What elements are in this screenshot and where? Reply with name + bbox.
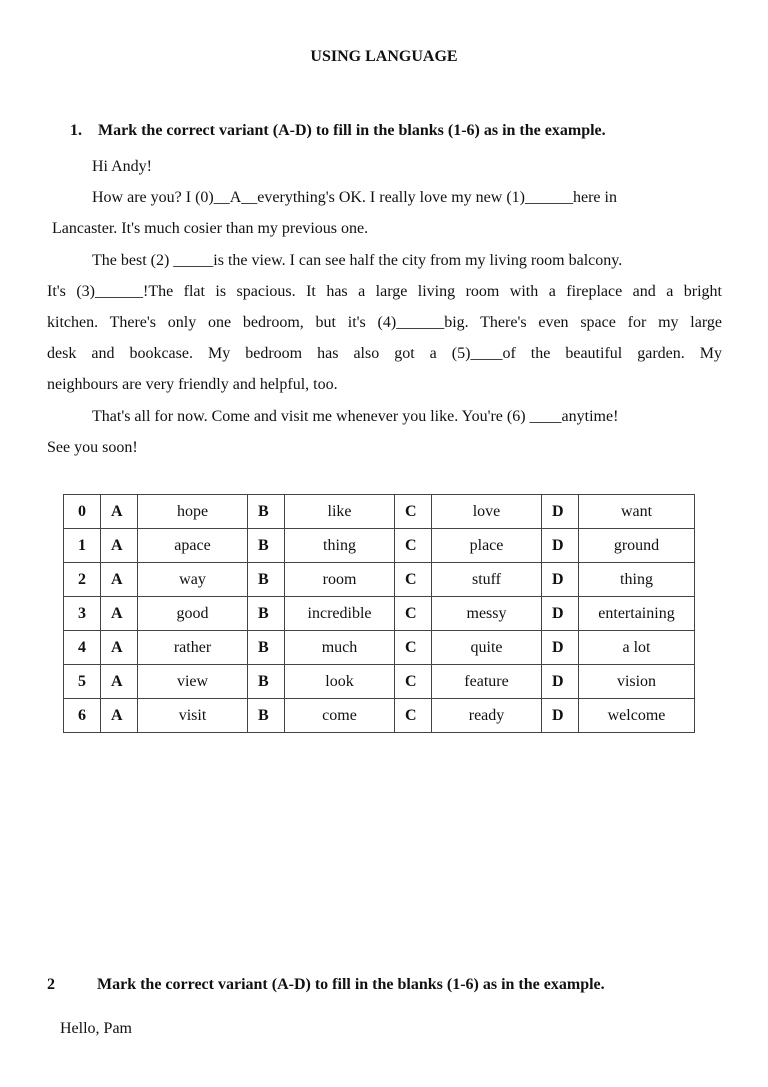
option-letter-d: D bbox=[542, 563, 579, 597]
table-row bbox=[64, 665, 695, 699]
option-letter-d: D bbox=[542, 665, 579, 699]
table-row bbox=[64, 495, 695, 529]
option-letter-a: A bbox=[101, 699, 138, 733]
option-d: want bbox=[579, 495, 695, 529]
task-2-number: 2 bbox=[47, 976, 55, 993]
option-letter-b: B bbox=[248, 631, 285, 665]
option-letter-a: A bbox=[101, 597, 138, 631]
option-b: room bbox=[285, 563, 395, 597]
option-letter-a: A bbox=[101, 665, 138, 699]
table-row bbox=[64, 563, 695, 597]
letter-line: Lancaster. It's much cosier than my previous one. bbox=[52, 220, 369, 237]
option-b: come bbox=[285, 699, 395, 733]
option-d: ground bbox=[579, 529, 695, 563]
table-row bbox=[64, 597, 695, 631]
option-b: thing bbox=[285, 529, 395, 563]
task-2-greeting: Hello, Pam bbox=[60, 1020, 132, 1037]
task-2-heading bbox=[47, 976, 605, 994]
task-1-instruction: Mark the correct variant (A-D) to fill in the blanks (1-6) as in the example. bbox=[98, 122, 606, 139]
option-letter-c: C bbox=[395, 563, 432, 597]
option-a: rather bbox=[138, 631, 248, 665]
option-letter-d: D bbox=[542, 699, 579, 733]
option-a: view bbox=[138, 665, 248, 699]
option-letter-c: C bbox=[395, 699, 432, 733]
option-c: messy bbox=[432, 597, 542, 631]
option-letter-b: B bbox=[248, 699, 285, 733]
option-letter-b: B bbox=[248, 529, 285, 563]
option-d: welcome bbox=[579, 699, 695, 733]
option-a: good bbox=[138, 597, 248, 631]
option-letter-b: B bbox=[248, 563, 285, 597]
option-letter-c: C bbox=[395, 529, 432, 563]
option-c: love bbox=[432, 495, 542, 529]
option-letter-c: C bbox=[395, 597, 432, 631]
row-number: 4 bbox=[64, 631, 101, 665]
row-number: 5 bbox=[64, 665, 101, 699]
letter-line: How are you? I (0)__A__everything's OK. I really love my new (1)______here in bbox=[92, 189, 617, 206]
option-d: thing bbox=[579, 563, 695, 597]
task-2-instruction: Mark the correct variant (A-D) to fill in the blanks (1-6) as in the example. bbox=[97, 976, 605, 993]
letter-line: It's (3)______!The flat is spacious. It has a large living room with a fireplace and a bright bbox=[47, 283, 722, 300]
letter-greeting: Hi Andy! bbox=[92, 158, 152, 175]
option-letter-c: C bbox=[395, 631, 432, 665]
table-row bbox=[64, 699, 695, 733]
option-letter-a: A bbox=[101, 631, 138, 665]
option-letter-b: B bbox=[248, 495, 285, 529]
option-letter-c: C bbox=[395, 495, 432, 529]
option-letter-c: C bbox=[395, 665, 432, 699]
option-letter-d: D bbox=[542, 495, 579, 529]
option-d: vision bbox=[579, 665, 695, 699]
option-a: apace bbox=[138, 529, 248, 563]
table-row bbox=[64, 631, 695, 665]
option-d: entertaining bbox=[579, 597, 695, 631]
option-c: place bbox=[432, 529, 542, 563]
option-b: like bbox=[285, 495, 395, 529]
option-letter-d: D bbox=[542, 597, 579, 631]
option-a: hope bbox=[138, 495, 248, 529]
option-b: incredible bbox=[285, 597, 395, 631]
option-letter-d: D bbox=[542, 631, 579, 665]
option-c: ready bbox=[432, 699, 542, 733]
option-d: a lot bbox=[579, 631, 695, 665]
option-letter-b: B bbox=[248, 665, 285, 699]
option-letter-a: A bbox=[101, 529, 138, 563]
option-a: way bbox=[138, 563, 248, 597]
row-number: 0 bbox=[64, 495, 101, 529]
option-b: look bbox=[285, 665, 395, 699]
row-number: 6 bbox=[64, 699, 101, 733]
letter-line: neighbours are very friendly and helpful, too. bbox=[47, 376, 338, 393]
option-b: much bbox=[285, 631, 395, 665]
page-title: USING LANGUAGE bbox=[310, 48, 458, 65]
table-row bbox=[64, 529, 695, 563]
task-1-number: 1. bbox=[70, 122, 82, 139]
row-number: 2 bbox=[64, 563, 101, 597]
letter-line: That's all for now. Come and visit me whenever you like. You're (6) ____anytime! bbox=[92, 408, 619, 425]
option-a: visit bbox=[138, 699, 248, 733]
letter-line: The best (2) _____is the view. I can see half the city from my living room balcony. bbox=[92, 252, 623, 269]
option-c: stuff bbox=[432, 563, 542, 597]
option-c: feature bbox=[432, 665, 542, 699]
option-letter-d: D bbox=[542, 529, 579, 563]
letter-line: desk and bookcase. My bedroom has also got a (5)____of the beautiful garden. My bbox=[47, 345, 722, 362]
option-letter-a: A bbox=[101, 563, 138, 597]
option-letter-a: A bbox=[101, 495, 138, 529]
option-c: quite bbox=[432, 631, 542, 665]
letter-signoff: See you soon! bbox=[47, 439, 138, 456]
row-number: 3 bbox=[64, 597, 101, 631]
letter-line: kitchen. There's only one bedroom, but it's (4)______big. There's even space for my large bbox=[47, 314, 722, 331]
options-table bbox=[63, 494, 695, 733]
option-letter-b: B bbox=[248, 597, 285, 631]
task-1-heading bbox=[70, 122, 606, 140]
row-number: 1 bbox=[64, 529, 101, 563]
